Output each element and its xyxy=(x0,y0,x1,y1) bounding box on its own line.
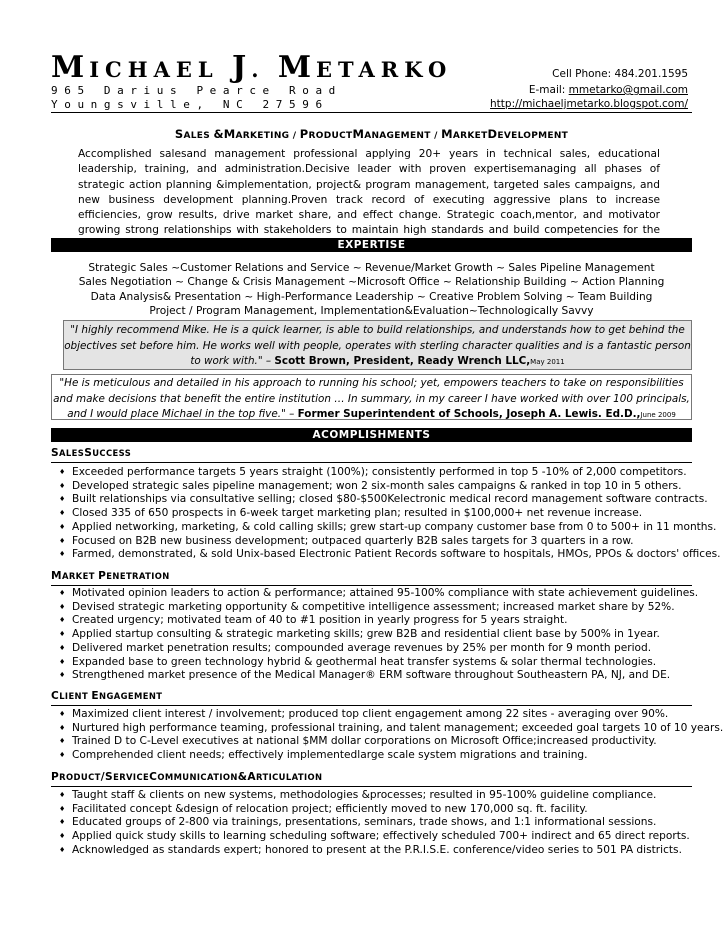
list-item-text: Educated groups of 2-800 via trainings, presentations, seminars, trade shows, and 1:1 informational sessions. xyxy=(72,816,657,829)
diamond-bullet-icon: ♦ xyxy=(59,657,66,666)
name-rest: ICHAEL xyxy=(89,57,232,82)
expertise-line: Data Analysis& Presentation ~ High-Performance Leadership ~ Creative Problem Solving ~ Team Building xyxy=(90,290,653,303)
section-title-sales-success xyxy=(51,447,131,459)
list-item-text: Devised strategic marketing opportunity & competitive intelligence assessment; increased market share by 52%. xyxy=(72,600,675,613)
list-item-text: Focused on B2B new business development; outpaced quarterly B2B sales targets for 3 quarters in a row. xyxy=(72,534,634,547)
list-item-text: Maximized client interest / involvement; produced top client engagement among 22 sites - averaging over 90%. xyxy=(72,708,669,720)
list-item xyxy=(59,520,717,535)
list-item xyxy=(59,642,692,656)
list-item xyxy=(59,587,699,601)
section-divider xyxy=(51,462,692,463)
professional-summary: Accomplished salesand management professional applying 20+ years in technical sales, educational leadership, training, and administration.Decisive leader with proven expertisemanaging all phases of strategic action planning &implementation, project& program management, targeted sales campaigns, and new business development planning.Proven track record of executing aggressive plans to increase efficiencies, grow results, drive market share, and effect change. Strategic coach,mentor, and motivator growing strong relationships with stakeholders to maintain high standards and build competencies for the xyxy=(78,148,660,237)
list-item-text: Applied networking, marketing, & cold calling skills; grew start-up company customer base from 0 to 500+ in 11 months. xyxy=(72,520,717,533)
diamond-bullet-icon: ♦ xyxy=(59,550,66,559)
diamond-bullet-icon: ♦ xyxy=(59,791,66,799)
title-part: M xyxy=(51,570,62,582)
title-part: EVELOPMENT xyxy=(497,131,569,141)
diamond-bullet-icon: ♦ xyxy=(59,602,66,611)
list-item xyxy=(59,803,692,817)
quote-author: Scott Brown, President, Ready Wrench LLC, xyxy=(274,355,531,367)
email-label: E-mail: xyxy=(528,84,569,96)
list-item-text: Exceeded performance targets 5 years straight (100%); consistently performed in top 5 -10% of 2,000 competitors. xyxy=(72,466,687,478)
list-item-text: Farmed, demonstrated, & sold Unix-based Electronic Patient Records software to hospitals, HMOs, PPOs & doctors' offices. xyxy=(72,548,721,561)
section-divider xyxy=(51,585,692,586)
title-part: ENETRATION xyxy=(106,571,170,581)
expertise-line: Project / Program Management, Implementation&Evaluation~Technologically Savvy xyxy=(149,305,594,318)
name-initial: J xyxy=(231,50,252,85)
list-item xyxy=(59,601,692,615)
title-part: ARKET xyxy=(452,131,488,141)
expertise-line: Strategic Sales ~Customer Relations and Service ~ Revenue/Market Growth ~ Sales Pipeline Management xyxy=(88,262,655,274)
list-item xyxy=(59,735,692,749)
diamond-bullet-icon: ♦ xyxy=(59,509,66,518)
list-item-text: Acknowledged as standards expert; honored to present at the P.R.I.S.E. conference/video series to 501 PA districts. xyxy=(72,843,682,856)
testimonial-quote xyxy=(63,320,692,370)
title-part: M xyxy=(441,127,453,141)
list-item xyxy=(59,830,692,844)
title-part: OMMUNICATION xyxy=(157,772,238,782)
list-item-text: Nurtured high performance teaming, professional training, and talent management; exceeded goal targets 10 of 10 years. xyxy=(72,721,724,734)
section-title-client-engagement xyxy=(51,690,162,702)
title-part: D xyxy=(487,127,498,141)
list-item-text: Taught staff & clients on new systems, methodologies &processes; resulted in 95-100% guideline compliance. xyxy=(72,789,657,801)
list-item xyxy=(59,669,692,683)
list-item-text: Closed 335 of 650 prospects in 6-week target marketing plan; resulted in $100,000+ net revenue increase. xyxy=(72,507,643,520)
diamond-bullet-icon: ♦ xyxy=(59,481,66,490)
title-part: ANAGEMENT / xyxy=(364,131,442,141)
header-divider xyxy=(51,112,692,113)
diamond-bullet-icon: ♦ xyxy=(59,845,66,854)
title-part: E xyxy=(91,690,100,702)
market-penetration-list xyxy=(59,587,699,683)
testimonial-quote xyxy=(51,374,692,420)
section-title-market-penetration xyxy=(51,570,170,582)
title-part: UCCESS xyxy=(92,448,132,458)
blog-link[interactable]: http://michaeljmetarko.blogspot.com/ xyxy=(490,98,688,110)
quote-author: Former Superintendent of Schools, Joseph A. Lewis. Ed.D., xyxy=(297,408,641,420)
title-part: S xyxy=(84,447,93,459)
diamond-bullet-icon: ♦ xyxy=(59,723,66,732)
name-rest: . xyxy=(251,57,278,82)
address-line-1: 965 Darius Pearce Road xyxy=(51,84,342,97)
title-part: ALES xyxy=(59,448,85,458)
diamond-bullet-icon: ♦ xyxy=(59,751,66,760)
professional-title xyxy=(51,127,692,141)
name-initial: M xyxy=(51,50,90,85)
list-item-text: Developed strategic sales pipeline management; won 2 six-month sales campaigns & ranked in top 10 in 5 others. xyxy=(72,479,682,492)
candidate-name xyxy=(51,50,452,85)
title-part: &A xyxy=(237,771,257,783)
diamond-bullet-icon: ♦ xyxy=(59,616,66,625)
diamond-bullet-icon: ♦ xyxy=(59,468,66,476)
diamond-bullet-icon: ♦ xyxy=(59,671,66,680)
title-part: RODUCT xyxy=(308,131,353,141)
email-line xyxy=(529,84,688,96)
title-part: RTICULATION xyxy=(256,772,323,782)
client-engagement-list xyxy=(59,708,724,763)
title-part: C xyxy=(149,771,158,783)
title-part: P xyxy=(98,570,107,582)
title-part: &M xyxy=(213,127,236,141)
blog-line xyxy=(490,98,688,110)
list-item-text: Expanded base to green technology hybrid & geothermal heat transfer systems & solar thermal technologies. xyxy=(72,655,657,668)
list-item xyxy=(59,708,692,722)
diamond-bullet-icon: ♦ xyxy=(59,536,66,545)
title-part: ERVICE xyxy=(113,772,150,782)
list-item xyxy=(59,507,692,521)
title-part: C xyxy=(51,690,60,702)
list-item xyxy=(59,493,708,507)
section-title-product-service-communication xyxy=(51,771,322,783)
quote-text: "I highly recommend Mike. He is a quick learner, is able to build relationships, and understands how to get behind the objectives set before him. He works well with people, operates with sterling character qualities and is a fantastic person to work with." – xyxy=(64,324,691,367)
list-item xyxy=(59,789,692,803)
list-item xyxy=(59,844,692,858)
list-item xyxy=(59,466,692,480)
list-item xyxy=(59,816,692,830)
diamond-bullet-icon: ♦ xyxy=(59,804,66,813)
name-rest: ETARKO xyxy=(316,57,453,82)
list-item-text: Motivated opinion leaders to action & performance; attained 95-100% compliance with state achievement guidelines. xyxy=(72,587,699,599)
expertise-line: Sales Negotiation ~ Change & Crisis Management ~Microsoft Office ~ Relationship Building ~ Action Planning xyxy=(78,276,665,289)
list-item-text: Created urgency; motivated team of 40 to #1 position in yearly progress for 5 years straight. xyxy=(72,614,568,627)
list-item-text: Applied quick study skills to learning scheduling software; effectively scheduled 700+ indirect and 65 direct reports. xyxy=(72,830,690,843)
title-part: ALES xyxy=(183,131,214,141)
list-item xyxy=(59,480,692,494)
diamond-bullet-icon: ♦ xyxy=(59,737,66,746)
email-link[interactable]: mmetarko@gmail.com xyxy=(568,84,688,96)
list-item xyxy=(59,721,724,736)
quote-date: May 2011 xyxy=(530,358,565,366)
diamond-bullet-icon: ♦ xyxy=(59,832,66,841)
address-line-2: Youngsville, NC 27596 xyxy=(51,98,329,111)
list-item xyxy=(59,614,692,628)
list-item-text: Strengthened market presence of the Medical Manager® ERM software throughout Southeastern PA, NJ, and DE. xyxy=(72,669,671,682)
title-part: ARKET xyxy=(61,571,99,581)
diamond-bullet-icon: ♦ xyxy=(59,522,66,531)
expertise-list xyxy=(51,261,692,319)
title-part: RODUCT xyxy=(59,772,101,782)
section-divider xyxy=(51,786,692,787)
list-item-text: Comprehended client needs; effectively implementedlarge scale system migrations and training. xyxy=(72,749,588,762)
quote-date: June 2009 xyxy=(640,411,676,419)
section-divider xyxy=(51,705,692,706)
title-part: ARKETING / xyxy=(235,131,300,141)
sales-success-list xyxy=(59,466,721,562)
title-part: S xyxy=(51,447,60,459)
title-part: S xyxy=(174,127,184,141)
diamond-bullet-icon: ♦ xyxy=(59,643,66,652)
list-item-text: Built relationships via consultative selling; closed $80-$500Kelectronic medical record management software contracts. xyxy=(72,493,708,506)
list-item xyxy=(59,749,692,763)
list-item xyxy=(59,548,721,562)
title-part: /S xyxy=(100,771,114,783)
phone-number: Cell Phone: 484.201.1595 xyxy=(552,68,688,80)
title-part: M xyxy=(352,127,365,141)
title-part: NGAGEMENT xyxy=(99,691,163,701)
title-part: P xyxy=(299,127,309,141)
title-part: P xyxy=(51,771,60,783)
product-service-list xyxy=(59,789,692,858)
list-item-text: Facilitated concept &design of relocation project; efficiently moved to new 170,000 sq. ft. facility. xyxy=(72,802,588,815)
diamond-bullet-icon: ♦ xyxy=(59,589,66,597)
list-item xyxy=(59,535,692,549)
list-item-text: Delivered market penetration results; compounded average revenues by 25% per month for 9 month period. xyxy=(72,641,652,654)
list-item-text: Trained D to C-Level executives at national $MM dollar corporations on Microsoft Office;increased productivity. xyxy=(72,735,657,748)
accomplishments-heading: ACOMPLISHMENTS xyxy=(51,428,692,442)
diamond-bullet-icon: ♦ xyxy=(59,710,66,718)
list-item xyxy=(59,628,692,642)
quote-text: "He is meticulous and detailed in his approach to running his school; yet, empowers teachers to take on responsibilities and make decisions that benefit the entire institution … In summary, in my career I have worked with over 100 principals, and I would place Michael in the top five." – xyxy=(53,377,690,420)
list-item-text: Applied startup consulting & strategic marketing skills; grew B2B and residential client base by 500% in 1year. xyxy=(72,628,660,641)
name-initial: M xyxy=(277,50,317,85)
diamond-bullet-icon: ♦ xyxy=(59,630,66,639)
expertise-heading: EXPERTISE xyxy=(51,238,692,252)
diamond-bullet-icon: ♦ xyxy=(59,818,66,827)
list-item xyxy=(59,656,692,670)
title-part: LIENT xyxy=(59,691,92,701)
diamond-bullet-icon: ♦ xyxy=(59,495,66,504)
